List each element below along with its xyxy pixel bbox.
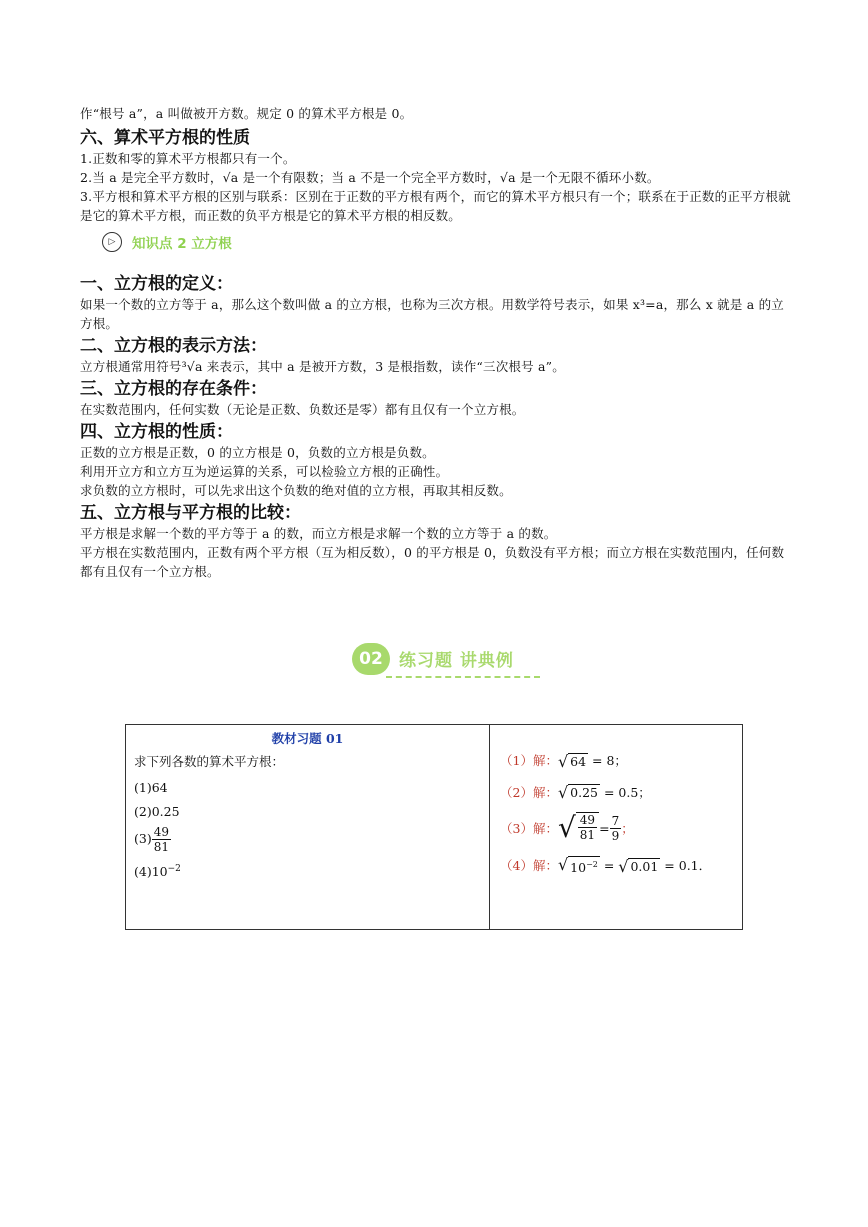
section-number-badge: 02 bbox=[352, 643, 390, 675]
cube-root-properties-title: 四、立方根的性质： bbox=[80, 422, 233, 442]
answer-4 bbox=[500, 856, 742, 877]
radical-sign-icon: √ bbox=[618, 856, 629, 876]
answer-4-radicand bbox=[568, 856, 600, 876]
comparison-line-2: 平方根在实数范围内，正数有两个平方根（互为相反数），0 的平方根是 0，负数没有平方根；而立方根在实数范围内，任何数都有且仅有一个立方根。 bbox=[80, 545, 785, 579]
answer-3-fraction bbox=[578, 813, 597, 842]
fraction-denominator: 81 bbox=[153, 840, 169, 854]
exercise-table bbox=[125, 724, 743, 930]
cube-root-definition-title: 一、立方根的定义： bbox=[80, 274, 233, 294]
answer-1-result: = 8； bbox=[588, 753, 627, 768]
section-6-line-2: 2.当 a 是完全平方数时，√a 是一个有限数；当 a 不是一个完全平方数时，√a 是一个无限不循环小数。 bbox=[80, 170, 660, 185]
answer-1-radicand: 64 bbox=[570, 753, 587, 769]
play-arrow-icon: ▷ bbox=[102, 232, 122, 252]
sqrt-symbol bbox=[558, 812, 599, 844]
question-3 bbox=[134, 825, 489, 854]
comparison-line-1: 平方根是求解一个数的平方等于 a 的数，而立方根是求解一个数的立方等于 a 的数。 bbox=[80, 526, 557, 541]
answer-4-base: 10 bbox=[570, 860, 587, 876]
cube-root-notation-title: 二、立方根的表示方法： bbox=[80, 336, 267, 356]
question-4-base: (4)10 bbox=[134, 864, 168, 880]
radical-sign-icon: √ bbox=[557, 783, 569, 802]
answer-3-end: ； bbox=[621, 821, 634, 836]
cube-root-properties-line-1: 正数的立方根是正数，0 的立方根是 0，负数的立方根是负数。 bbox=[80, 445, 435, 460]
answer-2-prefix: （2）解： bbox=[500, 784, 558, 800]
practice-section-title: 练习题 讲典例 bbox=[399, 651, 514, 671]
exercise-question-cell bbox=[126, 725, 490, 930]
comparison-title: 五、立方根与平方根的比较： bbox=[80, 503, 301, 523]
section-6-title: 六、算术平方根的性质 bbox=[80, 128, 250, 148]
practice-section-banner bbox=[352, 643, 552, 683]
exercise-prompt: 求下列各数的算术平方根： bbox=[134, 754, 285, 769]
answer-2-result: = 0.5； bbox=[600, 784, 651, 800]
cube-root-definition-text: 如果一个数的立方等于 a，那么这个数叫做 a 的立方根，也称为三次方根。用数学符号表示，如果 x³=a，那么 x 就是 a 的立方根。 bbox=[80, 297, 784, 331]
sqrt-symbol bbox=[558, 784, 600, 802]
sqrt-symbol bbox=[558, 753, 588, 771]
dashed-underline bbox=[386, 676, 540, 678]
section-6-line-3: 3.平方根和算术平方根的区别与联系：区别在于正数的平方根有两个，而它的算术平方根只有一个；联系在于正数的正平方根就是它的算术平方根，而正数的负平方根是它的算术平方根的相反数。 bbox=[80, 189, 791, 223]
question-3-fraction bbox=[152, 825, 171, 854]
answer-2 bbox=[500, 783, 742, 803]
fraction-denominator: 9 bbox=[611, 828, 620, 843]
answer-3-radicand bbox=[576, 812, 599, 844]
answer-1 bbox=[500, 751, 742, 771]
sqrt-symbol bbox=[618, 858, 660, 876]
fraction-numerator: 7 bbox=[611, 813, 620, 828]
question-4-exponent: −2 bbox=[167, 864, 181, 874]
question-2: (2)0.25 bbox=[134, 804, 180, 819]
knowledge-point-2-header bbox=[102, 229, 792, 255]
answer-2-radicand: 0.25 bbox=[570, 785, 598, 800]
answer-3-prefix: （3）解： bbox=[500, 821, 558, 836]
knowledge-point-2-label: 知识点 2 立方根 bbox=[132, 236, 232, 252]
cube-root-existence-text: 在实数范围内，任何实数（无论是正数、负数还是零）都有且仅有一个立方根。 bbox=[80, 402, 525, 417]
answer-4-radicand-2: 0.01 bbox=[630, 858, 659, 874]
intro-line: 作“根号 a”，a 叫做被开方数。规定 0 的算术平方根是 0。 bbox=[80, 106, 413, 121]
sqrt-symbol bbox=[558, 856, 600, 876]
fraction-denominator: 81 bbox=[579, 828, 596, 842]
document-body bbox=[80, 104, 792, 581]
answer-1-prefix: （1）解： bbox=[500, 753, 558, 768]
section-6-line-1: 1.正数和零的算术平方根都只有一个。 bbox=[80, 151, 296, 166]
answer-3-equals: = bbox=[599, 820, 610, 836]
cube-root-existence-title: 三、立方根的存在条件： bbox=[80, 379, 267, 399]
answer-3 bbox=[500, 812, 742, 844]
answer-4-prefix: （4）解： bbox=[500, 858, 558, 873]
exercise-answer-cell bbox=[490, 725, 743, 930]
radical-sign-icon: √ bbox=[557, 751, 569, 771]
cube-root-properties-line-3: 求负数的立方根时，可以先求出这个负数的绝对值的立方根，再取其相反数。 bbox=[80, 483, 512, 498]
answer-4-exponent: −2 bbox=[586, 860, 598, 870]
cube-root-notation-text: 立方根通常用符号³√a 来表示，其中 a 是被开方数，3 是根指数，读作“三次根号 a”。 bbox=[80, 359, 565, 374]
fraction-numerator: 49 bbox=[579, 813, 596, 827]
question-4 bbox=[134, 864, 489, 879]
exercise-title: 教材习题 01 bbox=[271, 731, 344, 746]
cube-root-properties-line-2: 利用开立方和立方互为逆运算的关系，可以检验立方根的正确性。 bbox=[80, 464, 449, 479]
radical-sign-icon: √ bbox=[557, 811, 576, 844]
question-1: (1)64 bbox=[134, 780, 168, 795]
fraction-numerator: 49 bbox=[153, 825, 169, 839]
answer-4-result: = 0.1． bbox=[660, 858, 712, 873]
radical-sign-icon: √ bbox=[557, 855, 569, 875]
answer-4-equals: = bbox=[599, 858, 619, 873]
question-3-label: (3) bbox=[134, 831, 152, 846]
answer-3-result-fraction bbox=[610, 814, 622, 843]
